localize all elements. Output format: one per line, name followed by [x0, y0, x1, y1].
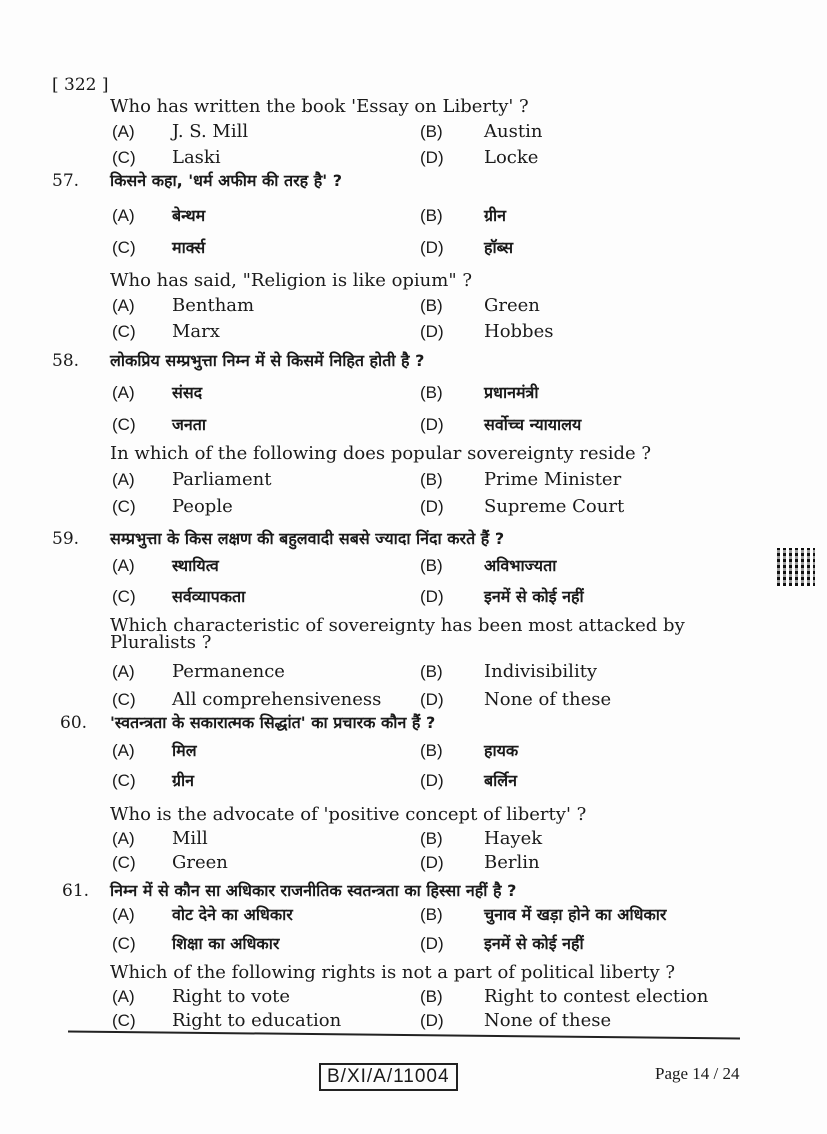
option-text: सर्वव्यापकता [172, 587, 246, 606]
option-label: (B) [420, 662, 443, 681]
question-number: 60. [60, 713, 88, 733]
option-text: Mill [172, 828, 208, 849]
option-text: जनता [172, 415, 207, 434]
option-text: हायक [484, 741, 519, 760]
question-text: 'स्वतन्त्रता के सकारात्मक सिद्धांत' का प्रचारक कौन हैं ? [110, 713, 436, 732]
question-text: किसने कहा, 'धर्म अफीम की तरह है' ? [110, 171, 342, 190]
option-label: (A) [112, 829, 135, 848]
option-label: (D) [420, 1011, 444, 1030]
option-label: (C) [112, 771, 136, 790]
option-label: (D) [420, 587, 444, 606]
question-text: सम्प्रभुत्ता के किस लक्षण की बहुलवादी सबसे ज्यादा निंदा करते हैं ? [110, 529, 505, 548]
option-label: (C) [112, 415, 136, 434]
option-text: J. S. Mill [172, 121, 249, 142]
paper-code: B/XI/A/11004 [319, 1063, 458, 1091]
option-text: वोट देने का अधिकार [172, 905, 293, 924]
option-text: Parliament [172, 469, 272, 490]
option-label: (A) [112, 470, 135, 489]
option-label: (B) [420, 556, 443, 575]
option-label: (A) [112, 905, 135, 924]
option-label: (C) [112, 322, 136, 341]
option-label: (D) [420, 934, 444, 953]
option-text: Indivisibility [484, 661, 598, 682]
option-label: (D) [420, 853, 444, 872]
option-label: (A) [112, 383, 135, 402]
question-text-continued: Pluralists ? [110, 632, 212, 653]
question-number: 58. [52, 351, 80, 371]
option-text: All comprehensiveness [172, 689, 382, 710]
option-text: Marx [172, 321, 220, 342]
option-label: (D) [420, 238, 444, 257]
option-label: (C) [112, 690, 136, 709]
option-text: मिल [172, 741, 197, 760]
option-label: (C) [112, 934, 136, 953]
option-text: चुनाव में खड़ा होने का अधिकार [484, 905, 667, 924]
qr-code [777, 548, 815, 586]
option-text: Austin [484, 121, 543, 142]
option-text: Green [484, 295, 540, 316]
option-text: Locke [484, 147, 539, 168]
option-label: (A) [112, 741, 135, 760]
option-text: Hobbes [484, 321, 554, 342]
question-text: लोकप्रिय सम्प्रभुत्ता निम्न में से किसमें निहित होती है ? [110, 351, 425, 370]
page-marker: [ 322 ] [52, 75, 109, 95]
option-text: Laski [172, 147, 221, 168]
question-text: Who has written the book 'Essay on Liberty' ? [110, 96, 529, 117]
footer-divider [68, 1030, 740, 1039]
option-label: (A) [112, 556, 135, 575]
option-text: Prime Minister [484, 469, 622, 490]
question-text: Which of the following rights is not a part of political liberty ? [110, 962, 675, 983]
option-text: प्रधानमंत्री [484, 383, 539, 402]
option-text: People [172, 496, 233, 517]
option-text: बर्लिन [484, 771, 518, 790]
option-text: Hayek [484, 828, 543, 849]
option-text: None of these [484, 1010, 612, 1031]
option-text: Right to contest election [484, 986, 709, 1007]
question-text: In which of the following does popular sovereignty reside ? [110, 443, 652, 464]
option-label: (B) [420, 829, 443, 848]
option-label: (B) [420, 206, 443, 225]
page-number: Page 14 / 24 [655, 1064, 740, 1083]
option-text: ग्रीन [484, 206, 507, 225]
option-text: Bentham [172, 295, 255, 316]
question-text: Who has said, "Religion is like opium" ? [110, 270, 472, 291]
option-label: (D) [420, 415, 444, 434]
option-label: (B) [420, 122, 443, 141]
question-text: निम्न में से कौन सा अधिकार राजनीतिक स्वतन्त्रता का हिस्सा नहीं है ? [110, 881, 517, 900]
option-text: सर्वोच्च न्यायालय [484, 415, 582, 434]
option-text: स्थायित्व [172, 556, 219, 575]
option-label: (C) [112, 238, 136, 257]
option-text: संसद [172, 383, 203, 402]
option-label: (C) [112, 148, 136, 167]
option-label: (D) [420, 322, 444, 341]
option-label: (B) [420, 905, 443, 924]
option-text: शिक्षा का अधिकार [172, 934, 280, 953]
question-text: Which characteristic of sovereignty has been most attacked by [110, 615, 685, 636]
option-text: Green [172, 852, 228, 873]
option-label: (A) [112, 296, 135, 315]
option-text: Supreme Court [484, 496, 625, 517]
option-label: (B) [420, 987, 443, 1006]
option-label: (D) [420, 148, 444, 167]
option-label: (C) [112, 497, 136, 516]
option-text: मार्क्स [172, 238, 206, 257]
option-text: Berlin [484, 852, 540, 873]
option-text: Right to vote [172, 986, 291, 1007]
option-label: (B) [420, 296, 443, 315]
question-number: 59. [52, 529, 80, 549]
option-label: (A) [112, 206, 135, 225]
question-text: Who is the advocate of 'positive concept of liberty' ? [110, 804, 587, 825]
option-label: (B) [420, 470, 443, 489]
option-label: (D) [420, 690, 444, 709]
option-text: अविभाज्यता [484, 556, 557, 575]
option-label: (C) [112, 587, 136, 606]
option-label: (C) [112, 1011, 136, 1030]
option-label: (A) [112, 987, 135, 1006]
option-text: बेन्थम [172, 206, 206, 225]
option-label: (A) [112, 662, 135, 681]
option-label: (C) [112, 853, 136, 872]
option-text: इनमें से कोई नहीं [484, 934, 584, 953]
option-label: (A) [112, 122, 135, 141]
option-text: ग्रीन [172, 771, 195, 790]
option-text: None of these [484, 689, 612, 710]
option-text: इनमें से कोई नहीं [484, 587, 584, 606]
option-text: हॉब्स [484, 238, 514, 257]
question-number: 61. [62, 881, 90, 901]
option-label: (B) [420, 383, 443, 402]
option-label: (B) [420, 741, 443, 760]
option-text: Permanence [172, 661, 285, 682]
option-label: (D) [420, 497, 444, 516]
option-text: Right to education [172, 1010, 342, 1031]
option-label: (D) [420, 771, 444, 790]
question-number: 57. [52, 171, 80, 191]
